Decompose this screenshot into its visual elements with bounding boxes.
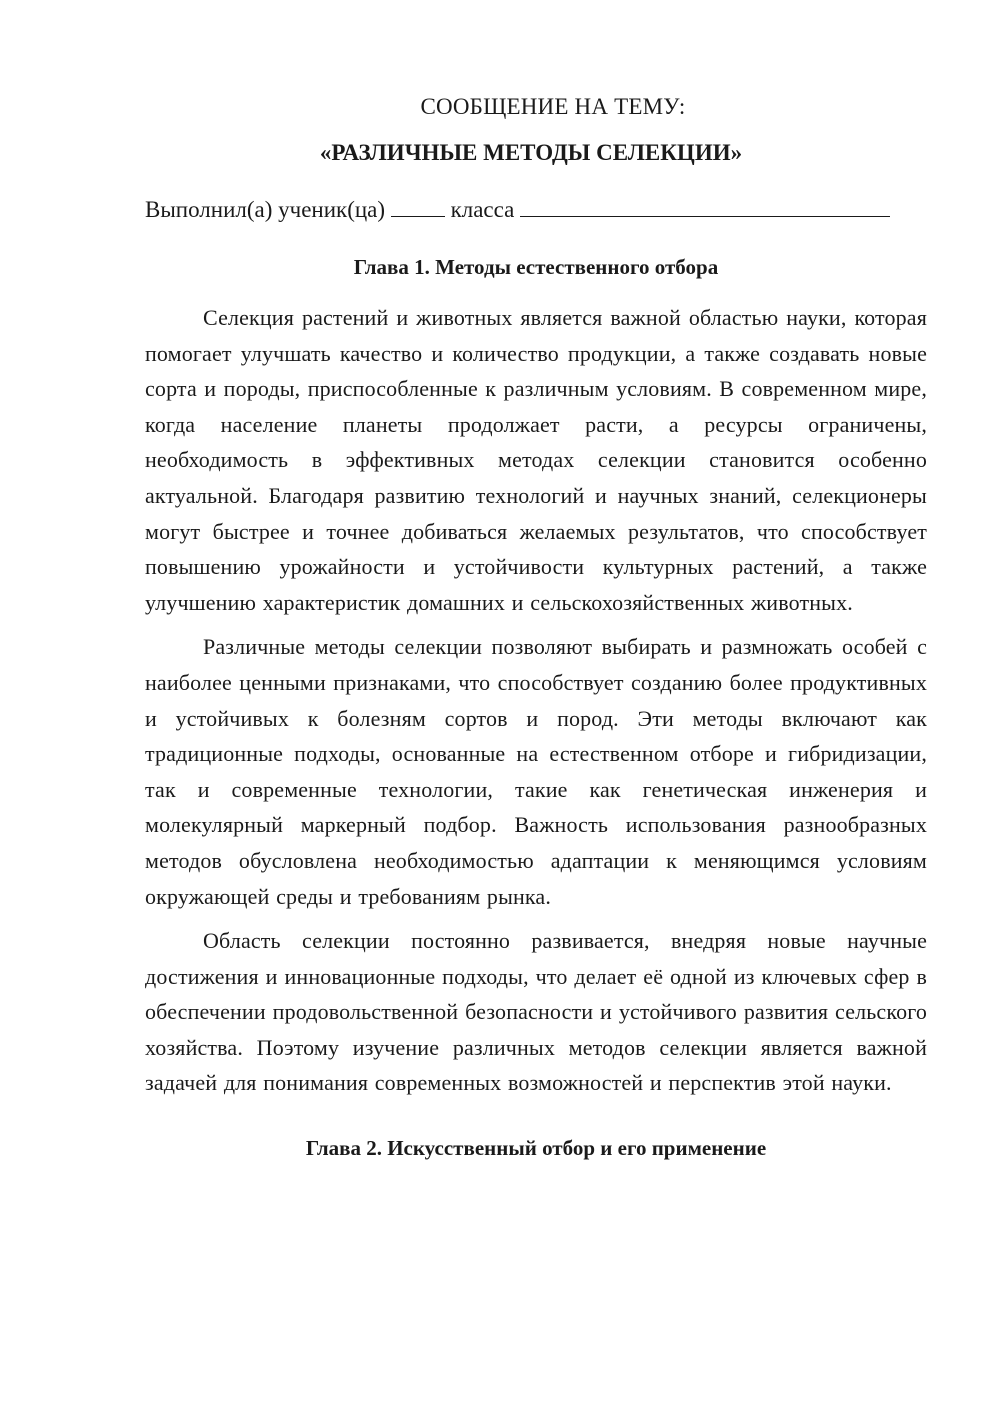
document-page: [145, 92, 927, 1163]
chapter-2-heading: Глава 2. Искусственный отбор и его применение: [305, 1136, 767, 1161]
author-line: [145, 194, 927, 225]
document-topic: «РАЗЛИЧНЫЕ МЕТОДЫ СЕЛЕКЦИИ»: [319, 140, 743, 165]
paragraph-2: Различные методы селекции позволяют выбирать и размножать особей с наиболее ценными признаками, что способствует созданию более продуктивных и устойчивых к болезням сортов и пород. Эти методы включают как традиционные подходы, основанные на естественном отборе и гибридизации, так и современные технологии, такие как генетическая инженерия и молекулярный маркерный подбор. Важность использования разнообразных методов обусловлена необходимостью адаптации к меняющимся условиям окружающей среды и требованиям рынка.: [145, 634, 927, 909]
document-title: СООБЩЕНИЕ НА ТЕМУ:: [420, 94, 686, 119]
author-class-word: класса: [450, 197, 515, 222]
chapter-1-heading: Глава 1. Методы естественного отбора: [353, 255, 719, 279]
class-number-blank: [391, 194, 445, 217]
author-prefix: Выполнил(а) ученик(ца): [145, 197, 386, 222]
author-name-blank: [520, 194, 890, 217]
paragraph-1: Селекция растений и животных является важной областью науки, которая помогает улучшать качество и количество продукции, а также создавать новые сорта и породы, приспособленные к различным условиям. В современном мире, когда население планеты продолжает расти, а ресурсы ограничены, необходимость в эффективных методах селекции становится особенно актуальной. Благодаря развитию технологий и научных знаний, селекционеры могут быстрее и точнее добиваться желаемых результатов, что способствует повышению урожайности и устойчивости культурных растений, а также улучшению характеристик домашних и сельскохозяйственных животных.: [145, 305, 927, 615]
paragraph-3: Область селекции постоянно развивается, внедряя новые научные достижения и инновационные подходы, что делает её одной из ключевых сфер в обеспечении продовольственной безопасности и устойчивого развития сельского хозяйства. Поэтому изучение различных методов селекции является важной задачей для понимания современных возможностей и перспектив этой науки.: [145, 928, 927, 1096]
